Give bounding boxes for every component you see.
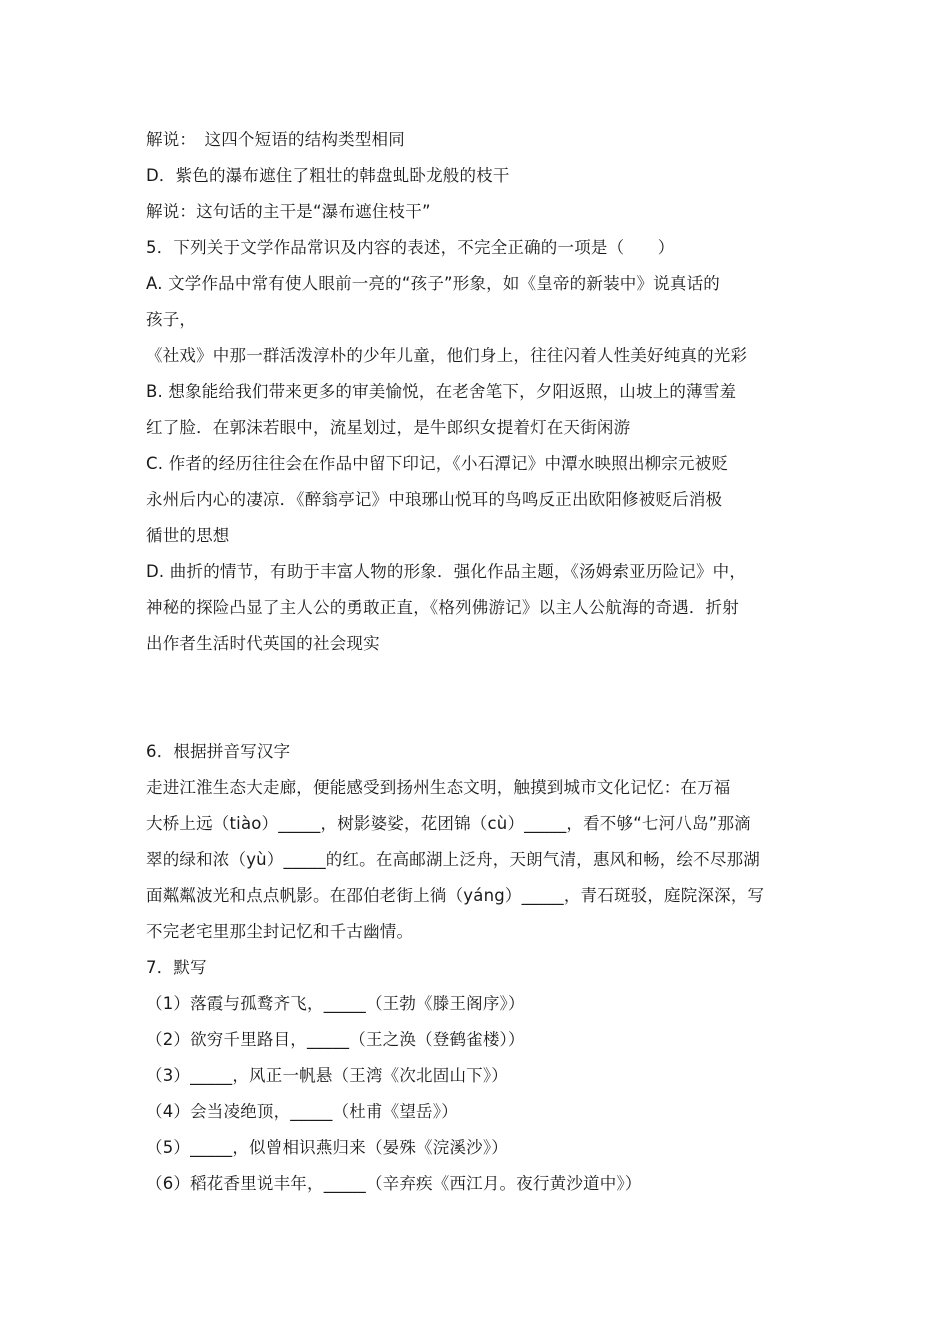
dictation-item: （1）落霞与孤鹜齐飞，_____（王勃《滕王阁序》） — [146, 994, 525, 1013]
option-d-line: D. 曲折的情节，有助于丰富人物的形象．强化作品主题，《汤姆索亚历险记》中， — [146, 562, 747, 581]
option-d-line: 出作者生活时代英国的社会现实 — [146, 634, 380, 653]
passage-line: 大桥上远（tiào）_____，树影婆娑，花团锦（cù）_____，看不够“七河八岛”那滴 — [146, 814, 751, 833]
option-a-line: 《社戏》中那一群活泼淳朴的少年儿童，他们身上，往往闪着人性美好纯真的光彩 — [146, 346, 748, 365]
option-a-line: A. 文学作品中常有使人眼前一亮的“孩子”形象，如《皇帝的新装中》说真话的 — [146, 274, 720, 293]
question-6-stem: 6．根据拼音写汉字 — [146, 742, 291, 761]
passage-line: 面粼粼波光和点点帆影。在邵伯老街上徜（yáng）_____，青石斑驳，庭院深深，写 — [146, 886, 765, 905]
dictation-item: （2）欲穷千里路目，_____（王之涣（登鹤雀楼）） — [146, 1030, 525, 1049]
passage-line: 走进江淮生态大走廊，便能感受到扬州生态文明，触摸到城市文化记忆：在万福 — [146, 778, 731, 797]
option-d-line: 神秘的探险凸显了主人公的勇敢正直，《格列佛游记》以主人公航海的奇遇．折射 — [146, 598, 739, 617]
option-c-line: 永州后内心的凄凉．《醉翁亭记》中琅琊山悦耳的鸟鸣反正出欧阳修被贬后消极 — [146, 490, 723, 509]
option-b-line: 红了脸．在郭沫若眼中，流星划过，是牛郎织女提着灯在天街闲游 — [146, 418, 631, 437]
passage-line: 不完老宅里那尘封记忆和千古幽情。 — [146, 922, 414, 941]
question-7-stem: 7．默写 — [146, 958, 207, 977]
dictation-item: （6）稻花香里说丰年，_____（辛弃疾《西江月。夜行黄沙道中》） — [146, 1174, 642, 1193]
explanation-line: 解说：这句话的主干是“瀑布遮住枝干” — [146, 202, 431, 221]
dictation-item: （4）会当凌绝顶，_____（杜甫《望岳》） — [146, 1102, 458, 1121]
explanation-line: 解说： 这四个短语的结构类型相同 — [146, 130, 405, 149]
option-d-line: D．紫色的瀑布遮住了粗壮的韩盘虬卧龙般的枝干 — [146, 166, 510, 185]
option-a-line: 孩子， — [146, 310, 197, 329]
dictation-item: （5）_____，似曾相识燕归来（晏殊《浣溪沙》） — [146, 1138, 508, 1157]
option-c-line: C. 作者的经历往往会在作品中留下印记，《小石潭记》中潭水映照出柳宗元被贬 — [146, 454, 729, 473]
question-5-stem: 5．下列关于文学作品常识及内容的表述，不完全正确的一项是（ ） — [146, 238, 675, 257]
passage-line: 翠的绿和浓（yù）_____的红。在高邮湖上泛舟，天朗气清，惠风和畅，绘不尽那湖 — [146, 850, 760, 869]
option-c-line: 循世的思想 — [146, 526, 230, 545]
dictation-item: （3）_____，风正一帆悬（王湾《次北固山下》） — [146, 1066, 508, 1085]
option-b-line: B. 想象能给我们带来更多的审美愉悦，在老舍笔下，夕阳返照，山坡上的薄雪羞 — [146, 382, 737, 401]
document-page — [146, 122, 814, 1202]
